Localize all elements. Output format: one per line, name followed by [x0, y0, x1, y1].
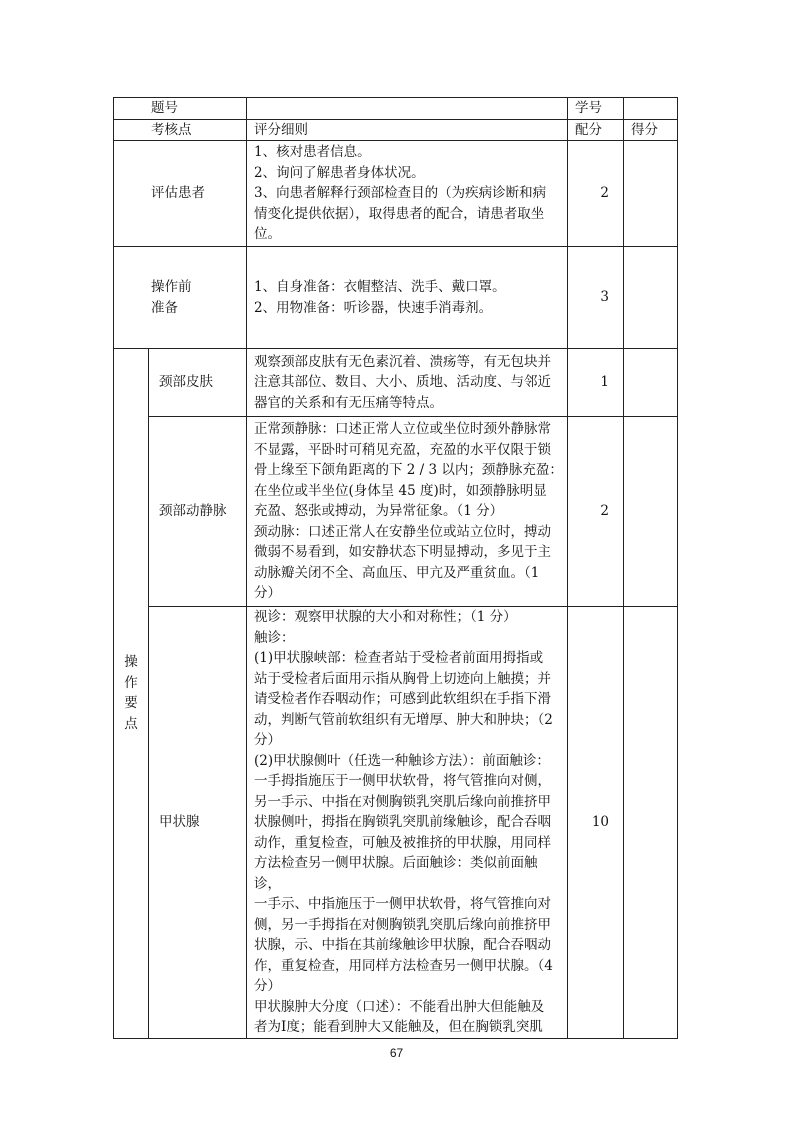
- text-line: 不显露，平卧时可稍见充盈，充盈的水平仅限于锁: [254, 441, 551, 458]
- title-label: 题号: [114, 98, 247, 120]
- earned-cell: [624, 247, 678, 349]
- text-line: 作: [124, 674, 138, 691]
- student-id-label: 学号: [568, 98, 624, 120]
- text-line: 甲状腺肿大分度（口述）：不能看出肿大但能触及: [254, 998, 545, 1015]
- header-row: [114, 119, 678, 141]
- text-line: (1)甲状腺峡部：检查者站于受检者前面用拇指或: [254, 650, 544, 666]
- page-number: 67: [389, 1045, 404, 1060]
- col-point: 考核点: [114, 119, 247, 141]
- text-line: 操作前: [151, 279, 192, 295]
- earned-cell: [624, 141, 678, 247]
- text-line: 动，判断气管前软组织有无增厚、肿大和肿块；（2: [254, 711, 553, 728]
- table-row: [114, 247, 678, 349]
- criteria-cell: [247, 417, 568, 607]
- text-line: 1、核对患者信息。: [254, 144, 371, 161]
- text-line: 状腺，示、中指在其前缘触诊甲状腺，配合吞咽动: [254, 937, 551, 953]
- text-line: 一手拇指施压于一侧甲状软骨，将气管推向对侧，: [254, 773, 551, 789]
- text-line: 2、用物准备：听诊器，快速手消毒剂。: [254, 299, 493, 316]
- text-line: 3、向患者解释行颈部检查目的（为疾病诊断和病: [254, 185, 547, 202]
- score-cell: 1: [568, 349, 624, 417]
- col-criteria: 评分细则: [247, 119, 568, 141]
- criteria-cell: [247, 607, 568, 1039]
- text-line: 观察颈部皮肤有无色素沉着、溃疡等，有无包块并: [254, 353, 551, 370]
- text-line: 状腺侧叶，拇指在胸锁乳突肌前缘触诊，配合吞咽: [254, 814, 551, 830]
- earned-cell: [624, 417, 678, 607]
- earned-cell: [624, 607, 678, 1039]
- point-cell: 甲状腺: [149, 607, 247, 1039]
- table-row: [114, 349, 678, 417]
- scoring-table: [113, 97, 678, 1039]
- text-line: (2)甲状腺侧叶（任选一种触诊方法）：前面触诊：: [254, 752, 550, 769]
- point-cell: [114, 247, 247, 349]
- text-line: 方法检查另一侧甲状腺。后面触诊：类似前面触诊，: [254, 855, 538, 892]
- point-cell: 颈部动静脉: [149, 417, 247, 607]
- score-cell: 2: [568, 141, 624, 247]
- score-cell: 2: [568, 417, 624, 607]
- text-line: 在坐位或半坐位(身体呈 45 度)时，如颈静脉明显: [254, 482, 547, 499]
- title-row: [114, 98, 678, 120]
- text-line: 要: [124, 695, 138, 712]
- text-line: 骨上缘至下颌角距离的下 2 / 3 以内；颈静脉充盈：: [254, 462, 563, 479]
- text-line: 微弱不易看到，如安静状态下明显搏动，多见于主: [254, 544, 551, 561]
- col-earned: 得分: [624, 119, 678, 141]
- text-line: 动作，重复检查，可触及被推挤的甲状腺，用同样: [254, 834, 551, 851]
- text-line: 1、自身准备：衣帽整洁、洗手、戴口罩。: [254, 279, 506, 295]
- text-line: 站于受检者后面用示指从胸骨上切迹向上触摸；并: [254, 670, 551, 687]
- point-cell: 评估患者: [114, 141, 247, 247]
- text-line: 位。: [254, 226, 281, 243]
- student-id-value: [624, 98, 678, 120]
- text-line: 另一手示、中指在对侧胸锁乳突肌后缘向前推挤甲: [254, 793, 551, 810]
- text-line: 情变化提供依据），取得患者的配合，请患者取坐: [254, 205, 545, 222]
- text-line: 者为Ⅰ度；能看到肿大又能触及，但在胸锁乳突肌: [254, 1019, 543, 1035]
- text-line: 分）: [254, 978, 281, 994]
- text-line: 动脉瓣关闭不全、高血压、甲亢及严重贫血。（1: [254, 564, 540, 581]
- criteria-cell: [247, 141, 568, 247]
- text-line: 分）: [254, 585, 281, 602]
- text-line: 正常颈静脉：口述正常人立位或坐位时颈外静脉常: [254, 421, 551, 438]
- text-line: 侧，另一手拇指在对侧胸锁乳突肌后缘向前推挤甲: [254, 916, 551, 933]
- text-line: 颈动脉：口述正常人在安静坐位或站立位时，搏动: [254, 523, 551, 540]
- text-line: 注意其部位、数目、大小、质地、活动度、与邻近: [254, 374, 551, 391]
- criteria-cell: [247, 349, 568, 417]
- criteria-cell: [247, 247, 568, 349]
- title-value: [247, 98, 568, 120]
- text-line: 2、询问了解患者身体状况。: [254, 164, 425, 181]
- score-cell: 3: [568, 247, 624, 349]
- score-cell: 10: [568, 607, 624, 1039]
- text-line: 器官的关系和有无压痛等特点。: [254, 394, 443, 411]
- text-line: 触诊：: [254, 629, 295, 646]
- text-line: 作，重复检查，用同样方法检查另一侧甲状腺。（4: [254, 957, 553, 974]
- text-line: 一手示、中指施压于一侧甲状软骨，将气管推向对: [254, 896, 551, 912]
- text-line: 操: [124, 654, 138, 671]
- point-cell: 颈部皮肤: [149, 349, 247, 417]
- text-line: 准备: [151, 299, 178, 316]
- text-line: 充盈、怒张或搏动，为异常征象。（1 分）: [254, 503, 504, 520]
- earned-cell: [624, 349, 678, 417]
- text-line: 分）: [254, 732, 281, 748]
- table-row: [114, 417, 678, 607]
- group-label: [114, 349, 149, 1039]
- text-line: 请受检者作吞咽动作；可感到此软组织在手指下滑: [254, 691, 551, 707]
- text-line: 点: [124, 715, 138, 732]
- col-score: 配分: [568, 119, 624, 141]
- table-row: [114, 141, 678, 247]
- table-row: [114, 607, 678, 1039]
- text-line: 视诊：观察甲状腺的大小和对称性；（1 分）: [254, 609, 517, 625]
